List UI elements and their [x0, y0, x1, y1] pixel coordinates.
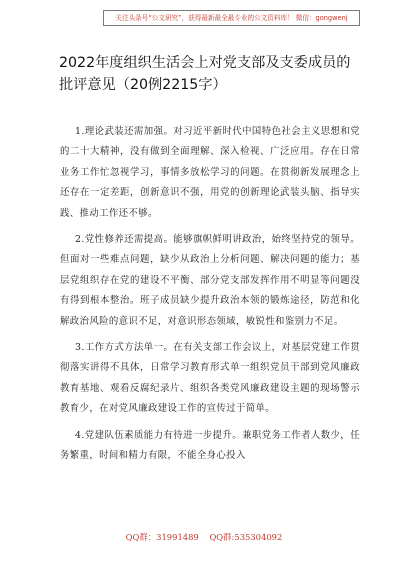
document-body: [60, 122, 360, 473]
footer-qq-groups: [0, 531, 408, 543]
document-title: 2022年度组织生活会上对党支部及支委成员的批评意见（20例2215字）: [59, 55, 351, 93]
header-promo-banner: 关注头条号“公文研究”，获得最新最全最专业的公文资料库！ 微信：gongwenj: [103, 10, 360, 26]
paragraph-3: 3.工作方式方法单一。在有关支部工作会议上，对基层党建工作贯彻落实讲得不具体，日常学习教育形式单一组织党员干部到党风廉政教育基地、观看反腐纪录片、组织各类党风廉政建设主题的现场警示教育少，在对党风廉政建设工作的宣传过于简单。: [60, 342, 360, 415]
footer-qq-group-1: QQ群：31991489: [125, 532, 199, 542]
paragraph-1: 1.理论武装还需加强。对习近平新时代中国特色社会主义思想和党的二十大精神，没有做到全面理解、深入检视、广泛应用。存在日常业务工作忙忽视学习，事情多放松学习的问题。在贯彻新发展理念上还存在一定差距，创新意识不强，用党的创新理论武装头脑、指导实践、推动工作还不够。: [60, 126, 360, 219]
paragraph-2: 2.党性修养还需提高。能够旗帜鲜明讲政治，始终坚持党的领导。但面对一些难点问题，缺少从政治上分析问题、解决问题的能力；基层党组织存在党的建设不平衡、部分党支部发挥作用不明显等问题没有得到根本整治。班子成员缺少提升政治本领的锻炼途径，防范和化解政治风险的意识不足，对意识形态领域，敏锐性和鉴别力不足。: [60, 234, 360, 327]
paragraph-4: 4.党建队伍素质能力有待进一步提升。兼职党务工作者人数少，任务繁重，时间和精力有限，不能全身心投入: [60, 429, 360, 462]
footer-qq-group-2: QQ群:535304092: [209, 532, 283, 542]
